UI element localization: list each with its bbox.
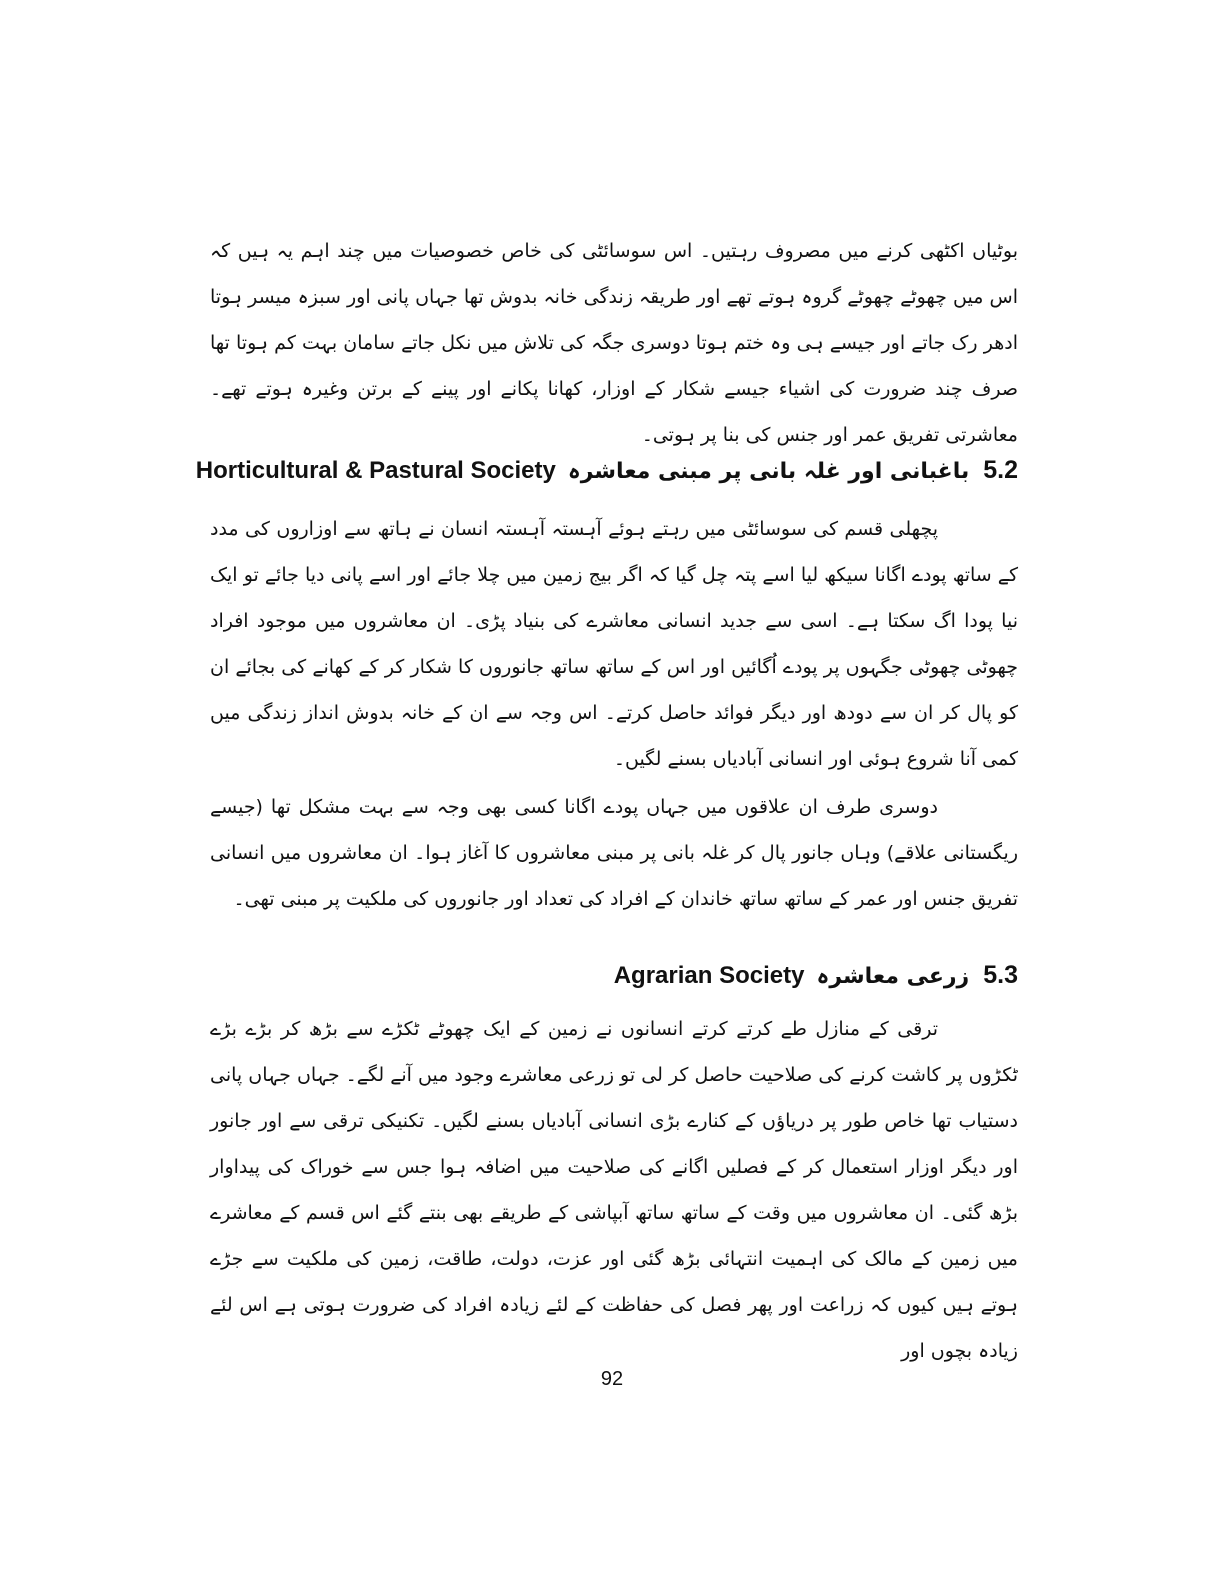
section-title-urdu: باغبانی اور غلہ بانی پر مبنی معاشرہ — [567, 459, 970, 484]
page-number: 92 — [600, 1368, 624, 1390]
section-heading-5-3 — [210, 955, 1018, 997]
horticultural-paragraph-2: دوسری طرف ان علاقوں میں جہاں پودے اگانا کسی بھی وجہ سے بہت مشکل تھا (جیسے ریگستانی علاقے) وہاں جانور پال کر غلہ بانی پر مبنی معاشروں کا آغاز ہوا۔ ان معاشروں میں انسانی تفریق جنس اور عمر کے ساتھ ساتھ خاندان کے افراد کی تعداد اور جانوروں کی ملکیت پر مبنی تھی۔ — [210, 796, 1018, 910]
section-title-english: Horticultural & Pastural Society — [195, 457, 556, 484]
agrarian-paragraph-1: ترقی کے منازل طے کرتے کرتے انسانوں نے زمین کے ایک چھوٹے ٹکڑے سے بڑھ کر بڑے بڑے ٹکڑوں پر کاشت کرنے کی صلاحیت حاصل کر لی تو زرعی معاشرے وجود میں آنے لگے۔ جہاں جہاں پانی دستیاب تھا خاص طور پر دریاؤں کے کنارے بڑی انسانی آبادیاں بسنے لگیں۔ تکنیکی ترقی سے اور جانور اور دیگر اوزار استعمال کر کے فصلیں اگانے کی صلاحیت میں اضافہ ہوا جس سے خوراک کی پیداوار بڑھ گئی۔ ان معاشروں میں وقت کے ساتھ ساتھ آبپاشی کے طریقے بھی بنتے گئے اس قسم کے معاشرے میں زمین کے مالک کی اہمیت انتہائی بڑھ گئی اور عزت، دولت، طاقت، زمین کی ملکیت سے جڑے ہوتے ہیں کیوں کہ زراعت اور پھر فصل کی حفاظت کے لئے زیادہ افراد کی ضرورت ہوتی ہے اس لئے زیادہ بچوں اور — [210, 1018, 1018, 1362]
section-title-urdu: زرعی معاشرہ — [816, 964, 970, 989]
section-number: 5.2 — [983, 456, 1018, 484]
horticultural-paragraph-1: پچھلی قسم کی سوسائٹی میں رہتے ہوئے آہستہ آہستہ انسان نے ہاتھ سے اوزاروں کی مدد کے ساتھ پودے اگانا سیکھ لیا اسے پتہ چل گیا کہ اگر بیج زمین میں چلا جائے اور اسے پانی دیا جائے تو ایک نیا پودا اگ سکتا ہے۔ اسی سے جدید انسانی معاشرے کی بنیاد پڑی۔ ان معاشروں میں موجود افراد چھوٹی چھوٹی جگہوں پر پودے اُگائیں اور اس کے ساتھ ساتھ جانوروں کا شکار کر کے کھانے کی بجائے ان کو پال کر ان سے دودھ اور دیگر فوائد حاصل کرتے۔ اس وجہ سے ان کے خانہ بدوش انداز زندگی میں کمی آنا شروع ہوئی اور انسانی آبادیاں بسنے لگیں۔ — [210, 518, 1018, 770]
section-title-english: Agrarian Society — [613, 962, 805, 989]
section-heading-5-2 — [195, 450, 1018, 492]
intro-paragraph: بوٹیاں اکٹھی کرنے میں مصروف رہتیں۔ اس سوسائٹی کی خاص خصوصیات میں چند اہم یہ ہیں کہ اس میں چھوٹے چھوٹے گروہ ہوتے تھے اور طریقہ زندگی خانہ بدوش تھا جہاں پانی اور سبزہ میسر ہوتا ادھر رک جاتے اور جیسے ہی وہ ختم ہوتا دوسری جگہ کی تلاش میں نکل جاتے سامان بہت کم ہوتا تھا صرف چند ضرورت کی اشیاء جیسے شکار کے اوزار، کھانا پکانے اور پینے کے برتن وغیرہ ہوتے تھے۔ معاشرتی تفریق عمر اور جنس کی بنا پر ہوتی۔ — [210, 240, 1018, 446]
section-number: 5.3 — [983, 961, 1018, 989]
